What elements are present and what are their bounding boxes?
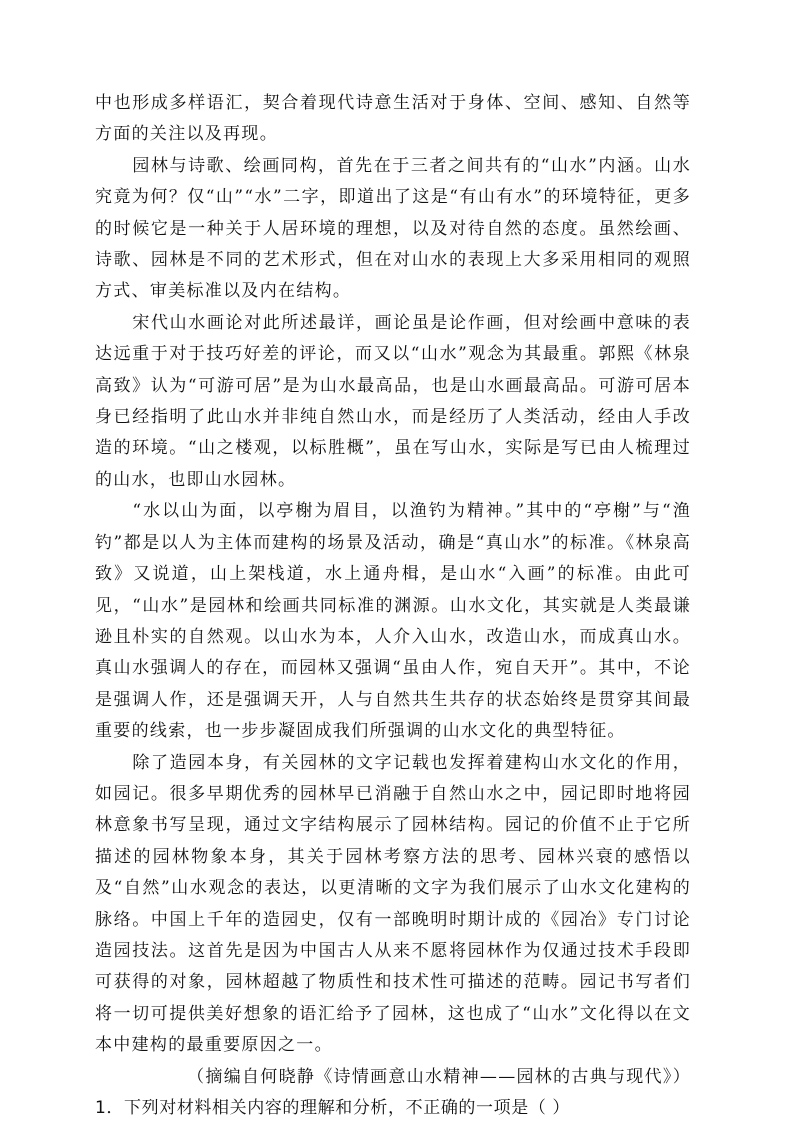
- paragraph-garden-poetry-painting: 园林与诗歌、绘画同构，首先在于三者之间共有的“山水”内涵。山水究竟为何？仅“山”“水”二字，即道出了这是“有山有水”的环境特征，更多的时候它是一种关于人居环境的理想，以及对待自然的态度。虽然绘画、诗歌、园林是不同的艺术形式，但在对山水的表现上大多采用相同的观照方式、审美标准以及内在结构。: [95, 155, 691, 302]
- document-page: [95, 88, 691, 1124]
- paragraph-garden-records: 除了造园本身，有关园林的文字记载也发挥着建构山水文化的作用，如园记。很多早期优秀的园林早已消融于自然山水之中，园记即时地将园林意象书写呈现，通过文字结构展示了园林结构。园记的价值不止于它所描述的园林物象本身，其关于园林考察方法的思考、园林兴衰的感悟以及“自然”山水观念的表达，以更清晰的文字为我们展示了山水文化建构的脉络。中国上千年的造园史，仅有一部晚明时期计成的《园冶》专门讨论造园技法。这首先是因为中国古人从来不愿将园林作为仅通过技术手段即可获得的对象，园林超越了物质性和技术性可描述的范畴。园记书写者们将一切可提供美好想象的语汇给予了园林，这也成了“山水”文化得以在文本中建构的最重要原因之一。: [95, 752, 691, 1056]
- paragraph-continuation: 中也形成多样语汇，契合着现代诗意生活对于身体、空间、感知、自然等方面的关注以及再现。: [95, 93, 691, 145]
- source-citation: （摘编自何晓静《诗情画意山水精神——园林的古典与现代》）: [187, 1066, 691, 1087]
- paragraph-water-mountain-face: “水以山为面，以亭榭为眉目，以渔钓为精神。”其中的“亭榭”与“渔钓”都是以人为主体而建构的场景及活动，确是“真山水”的标准。《林泉高致》又说道，山上架栈道，水上通舟楫，是山水“入画”的标准。由此可见，“山水”是园林和绘画共同标准的渊源。山水文化，其实就是人类最谦逊且朴实的自然观。以山水为本，人介入山水，改造山水，而成真山水。真山水强调人的存在，而园林又强调“虽由人作，宛自天开”。其中，不论是强调人作，还是强调天开，人与自然共生共存的状态始终是贯穿其间最重要的线索，也一步步凝固成我们所强调的山水文化的典型特征。: [95, 501, 691, 742]
- question-1: 1．下列对材料相关内容的理解和分析，不正确的一项是（ ）: [95, 1098, 571, 1118]
- paragraph-song-landscape-theory: 宋代山水画论对此所述最详，画论虽是论作画，但对绘画中意味的表达远重于对于技巧好差的评论，而又以“山水”观念为其最重。郭熙《林泉高致》认为“可游可居”是为山水最高品，也是山水画最高品。可游可居本身已经指明了此山水并非纯自然山水，而是经历了人类活动，经由人手改造的环境。“山之楼观，以标胜概”，虽在写山水，实际是写已由人梳理过的山水，也即山水园林。: [95, 312, 691, 490]
